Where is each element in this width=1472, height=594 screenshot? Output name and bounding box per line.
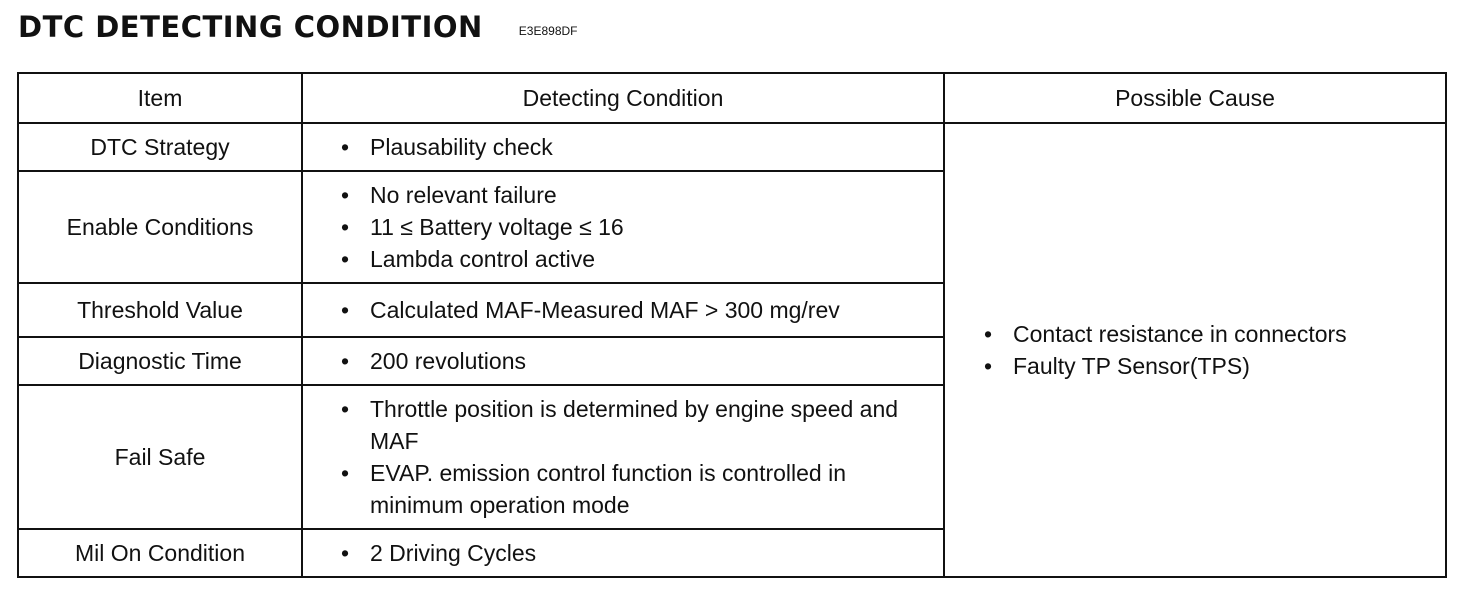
condition-bullet: • Plausability check <box>341 131 943 163</box>
column-header-possible-cause: Possible Cause <box>944 73 1446 123</box>
condition-bullet: • 200 revolutions <box>341 345 943 377</box>
condition-bullet: • Calculated MAF-Measured MAF > 300 mg/rev <box>341 294 943 326</box>
row-detecting-condition <box>302 283 944 337</box>
row-item-label: Diagnostic Time <box>18 337 302 385</box>
row-detecting-condition <box>302 171 944 283</box>
condition-bullet: • No relevant failure <box>341 179 943 211</box>
row-detecting-condition <box>302 337 944 385</box>
condition-bullet: • 11 ≤ Battery voltage ≤ 16 <box>341 211 943 243</box>
row-item-label: Fail Safe <box>18 385 302 529</box>
table-row <box>18 123 1446 171</box>
possible-cause-cell <box>944 123 1446 577</box>
table-header-row <box>18 73 1446 123</box>
condition-bullet: • 2 Driving Cycles <box>341 537 943 569</box>
row-item-label: Threshold Value <box>18 283 302 337</box>
row-detecting-condition <box>302 385 944 529</box>
row-item-label: Mil On Condition <box>18 529 302 577</box>
dtc-condition-table <box>17 72 1447 578</box>
cause-bullet: • Contact resistance in connectors <box>984 318 1445 350</box>
condition-bullet: • Lambda control active <box>341 243 943 275</box>
column-header-item: Item <box>18 73 302 123</box>
document-code: E3E898DF <box>518 24 578 38</box>
page-heading <box>18 10 578 44</box>
row-detecting-condition <box>302 123 944 171</box>
cause-bullet: • Faulty TP Sensor(TPS) <box>984 350 1445 382</box>
condition-bullet: • Throttle position is determined by engine speed and MAF <box>341 393 943 457</box>
column-header-detecting-condition: Detecting Condition <box>302 73 944 123</box>
row-detecting-condition <box>302 529 944 577</box>
condition-bullet: • EVAP. emission control function is controlled in minimum operation mode <box>341 457 943 521</box>
page-title: DTC DETECTING CONDITION <box>18 10 483 44</box>
row-item-label: DTC Strategy <box>18 123 302 171</box>
row-item-label: Enable Conditions <box>18 171 302 283</box>
